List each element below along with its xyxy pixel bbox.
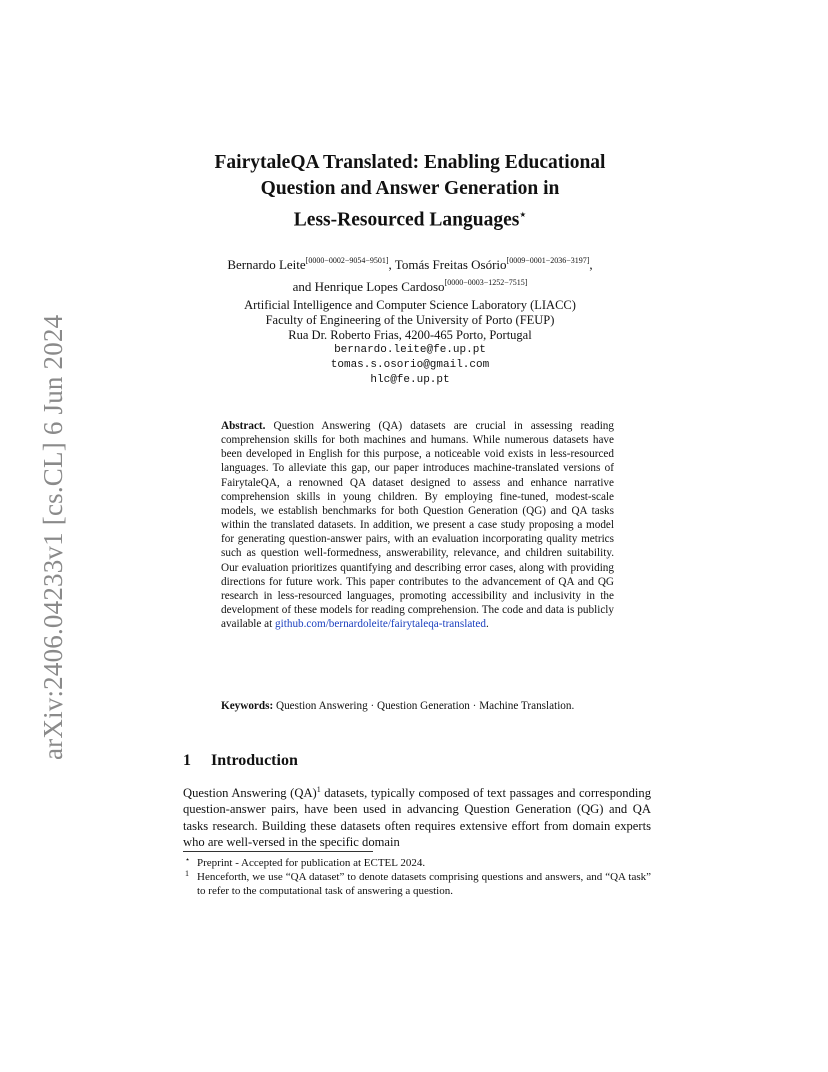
orcid-id: [0000−0002−9054−9501] [305,256,389,265]
footnote-text: Henceforth, we use “QA dataset” to denote datasets comprising questions and answers, and “QA task” to refer to the computational task of answering a question. [197,871,651,897]
section-heading [183,752,298,770]
keywords-label: Keywords: [221,700,274,712]
abstract: Abstract. Question Answering (QA) datasets are crucial in assessing reading comprehension skills for both machines and humans. While numerous datasets have been developed in English for this purpose, a noticeable void exists in less-resourced languages. To alleviate this gap, our paper introduces machine-translated versions of FairytaleQA, a renowned QA dataset designed to assess and enhance narrative comprehension skills in young children. By employing fine-tuned, modest-scale models, we establish benchmarks for both Question Generation (QG) and QA tasks within the translated datasets. In addition, we present a case study proposing a model for generating question-answer pairs, with an evaluation incorporating quality metrics such as question well-formedness, answerability, relevance, and children suitability. Our evaluation prioritizes quantifying and describing error cases, along with providing directions for future work. This paper contributes to the advancement of QA and QG research in less-resourced languages, promoting accessibility and inclusivity in the development of these models for reading comprehension. The code and data is publicly available at github.com/bernardoleite/fairytaleqa-translated. [221,420,614,631]
affiliation-block [160,298,660,388]
email-address[interactable]: bernardo.leite@fe.up.pt [334,344,486,356]
email-address[interactable]: hlc@fe.up.pt [370,374,450,386]
author-name: Tomás Freitas Osório [394,257,507,272]
author-list [160,252,660,296]
title-line: FairytaleQA Translated: Enabling Educational [214,152,606,173]
title-footnote-mark: ⋆ [519,209,527,221]
keywords [221,699,614,713]
footnote-mark: 1 [185,869,189,878]
abstract-text: Question Answering (QA) datasets are crucial in assessing reading comprehension skills for both machines and humans. While numerous datasets have been developed in English for this purpose, a noticeable void exists in less-resourced languages. To alleviate this gap, our paper introduces machine-translated versions of FairytaleQA, a renowned QA dataset designed to assess and enhance narrative comprehension skills in young children. By employing fine-tuned, modest-scale models, we establish benchmarks for both Question Generation (QG) and QA tasks within the translated datasets. In addition, we present a case study proposing a model for generating question-answer pairs, with an evaluation incorporating quality metrics such as question well-formedness, answerability, relevance, and children suitability. Our evaluation prioritizes quantifying and describing error cases, along with providing directions for future work. This paper contributes to the advancement of QA and QG research in less-resourced languages, promoting accessibility and inclusivity in the development of these models for reading comprehension. The code and data is publicly available at [221,420,614,631]
section-number: 1 [183,752,191,769]
arxiv-identifier[interactable]: arXiv:2406.04233v1 [cs.CL] 6 Jun 2024 [38,314,68,760]
arxiv-sidebar [18,300,68,760]
affiliation-line: Artificial Intelligence and Computer Science Laboratory (LIACC) [244,298,576,312]
footnote-mark: ⋆ [185,855,191,864]
footnote-divider [183,851,373,852]
footnote-ref[interactable]: 1 [316,785,321,794]
author-name: Henrique Lopes Cardoso [314,279,445,294]
title-line-last: Less-Resourced Languages⋆ [293,209,527,231]
title-line: Question and Answer Generation in [260,178,560,199]
footnote [183,870,651,898]
affiliation-line: Faculty of Engineering of the University of Porto (FEUP) [265,313,555,327]
repository-link[interactable]: github.com/bernardoleite/fairytaleqa-translated [275,618,486,631]
author-line-1: Bernardo Leite[0000−0002−9054−9501], Tomás Freitas Osório[0009−0001−2036−3197], [227,256,593,272]
affiliation-line: Rua Dr. Roberto Frias, 4200-465 Porto, Portugal [288,328,532,342]
footnote-text: Preprint - Accepted for publication at ECTEL 2024. [197,857,426,869]
orcid-id: [0009−0001−2036−3197] [506,256,590,265]
author-line-2: and Henrique Lopes Cardoso[0000−0003−1252−7515] [292,278,528,294]
section-title: Introduction [211,752,298,769]
orcid-id: [0000−0003−1252−7515] [444,278,528,287]
footnote [183,856,651,870]
email-address[interactable]: tomas.s.osorio@gmail.com [330,359,490,371]
author-name: Bernardo Leite [227,257,306,272]
paper-title [170,150,650,234]
keywords-text: Question Answering · Question Generation · Machine Translation. [273,700,575,712]
footnotes [183,856,651,898]
intro-paragraph: Question Answering (QA)$^1$ datasets, typically composed of text passages and corresponding question-answer pairs, have been used in advancing Question Generation (QG) and QA tasks research. Building these datasets often requires extensive effort from domain experts who are well-versed in the specific domain [183,785,651,849]
abstract-label: Abstract. [221,420,266,432]
